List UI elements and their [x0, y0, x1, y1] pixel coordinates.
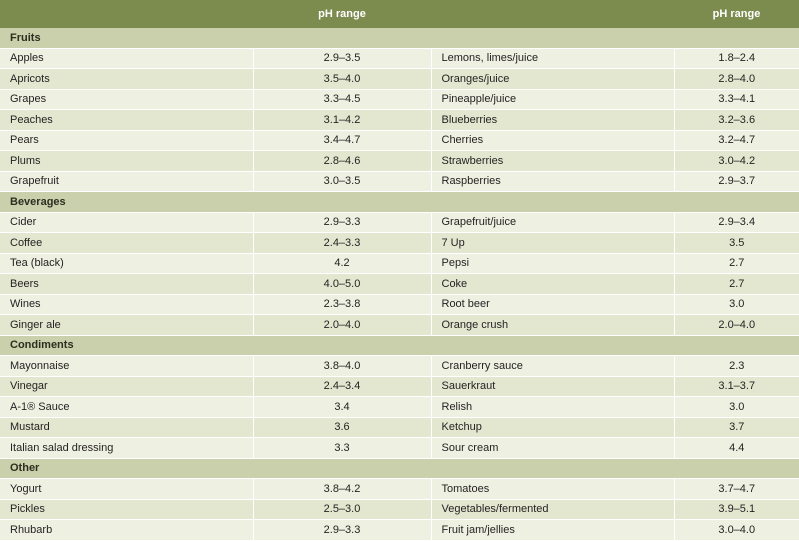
cell-right-name: Raspberries	[431, 171, 674, 192]
cell-right-name: Root beer	[431, 294, 674, 315]
table-row	[0, 89, 799, 110]
cell-left-ph: 2.8–4.6	[253, 151, 431, 172]
cell-right-ph: 2.7	[674, 253, 799, 274]
header-left-ph: pH range	[253, 0, 431, 28]
cell-left-name: Plums	[0, 151, 253, 172]
header-row	[0, 0, 799, 28]
table-row	[0, 499, 799, 520]
cell-right-ph: 3.5	[674, 233, 799, 254]
cell-right-ph: 3.0–4.0	[674, 520, 799, 541]
cell-left-ph: 3.4	[253, 397, 431, 418]
cell-left-ph: 2.9–3.5	[253, 48, 431, 69]
cell-left-name: Rhubarb	[0, 520, 253, 541]
section-row	[0, 192, 799, 213]
cell-left-name: Pears	[0, 130, 253, 151]
cell-left-name: Grapefruit	[0, 171, 253, 192]
cell-left-ph: 4.0–5.0	[253, 274, 431, 295]
cell-right-ph: 3.9–5.1	[674, 499, 799, 520]
cell-left-ph: 2.5–3.0	[253, 499, 431, 520]
cell-right-ph: 2.8–4.0	[674, 69, 799, 90]
cell-right-name: Blueberries	[431, 110, 674, 131]
header-left-name	[0, 0, 253, 28]
cell-right-name: Cranberry sauce	[431, 356, 674, 377]
cell-left-name: Vinegar	[0, 376, 253, 397]
cell-right-ph: 3.0	[674, 397, 799, 418]
cell-left-ph: 2.3–3.8	[253, 294, 431, 315]
cell-right-name: Lemons, limes/juice	[431, 48, 674, 69]
cell-left-ph: 3.8–4.2	[253, 479, 431, 500]
table-row	[0, 151, 799, 172]
cell-right-name: Sauerkraut	[431, 376, 674, 397]
cell-left-ph: 2.4–3.3	[253, 233, 431, 254]
cell-right-name: Vegetables/fermented	[431, 499, 674, 520]
cell-left-ph: 3.0–3.5	[253, 171, 431, 192]
table-row	[0, 376, 799, 397]
cell-left-ph: 3.3	[253, 438, 431, 459]
table-row	[0, 479, 799, 500]
table-row	[0, 417, 799, 438]
cell-left-ph: 3.6	[253, 417, 431, 438]
section-title: Beverages	[0, 192, 799, 213]
cell-right-name: Cherries	[431, 130, 674, 151]
cell-left-ph: 3.1–4.2	[253, 110, 431, 131]
cell-right-ph: 3.0–4.2	[674, 151, 799, 172]
cell-right-ph: 3.2–3.6	[674, 110, 799, 131]
cell-left-ph: 3.5–4.0	[253, 69, 431, 90]
cell-left-name: Peaches	[0, 110, 253, 131]
cell-right-ph: 2.9–3.4	[674, 212, 799, 233]
section-row	[0, 458, 799, 479]
cell-right-name: Fruit jam/jellies	[431, 520, 674, 541]
table-row	[0, 253, 799, 274]
cell-left-name: Cider	[0, 212, 253, 233]
section-title: Fruits	[0, 28, 799, 48]
cell-right-ph: 3.3–4.1	[674, 89, 799, 110]
table-row	[0, 212, 799, 233]
section-row	[0, 28, 799, 48]
cell-right-ph: 3.2–4.7	[674, 130, 799, 151]
cell-right-name: Oranges/juice	[431, 69, 674, 90]
cell-left-name: A-1® Sauce	[0, 397, 253, 418]
cell-left-name: Mustard	[0, 417, 253, 438]
cell-right-name: Coke	[431, 274, 674, 295]
cell-left-name: Beers	[0, 274, 253, 295]
cell-left-ph: 2.9–3.3	[253, 212, 431, 233]
section-title: Other	[0, 458, 799, 479]
table-row	[0, 294, 799, 315]
table-row	[0, 520, 799, 541]
cell-left-ph: 4.2	[253, 253, 431, 274]
cell-right-name: Grapefruit/juice	[431, 212, 674, 233]
table-row	[0, 315, 799, 336]
cell-left-name: Grapes	[0, 89, 253, 110]
cell-left-name: Ginger ale	[0, 315, 253, 336]
cell-left-name: Mayonnaise	[0, 356, 253, 377]
table-row	[0, 171, 799, 192]
cell-right-name: Orange crush	[431, 315, 674, 336]
cell-left-name: Tea (black)	[0, 253, 253, 274]
table-row	[0, 48, 799, 69]
cell-left-name: Yogurt	[0, 479, 253, 500]
cell-left-ph: 2.9–3.3	[253, 520, 431, 541]
cell-right-name: Ketchup	[431, 417, 674, 438]
table-row	[0, 110, 799, 131]
table-row	[0, 233, 799, 254]
table-row	[0, 130, 799, 151]
cell-right-ph: 3.0	[674, 294, 799, 315]
header-right-ph: pH range	[674, 0, 799, 28]
table-row	[0, 274, 799, 295]
table-row	[0, 356, 799, 377]
cell-left-ph: 2.0–4.0	[253, 315, 431, 336]
table-row	[0, 69, 799, 90]
header-right-name	[431, 0, 674, 28]
cell-left-ph: 3.8–4.0	[253, 356, 431, 377]
cell-left-name: Apples	[0, 48, 253, 69]
section-title: Condiments	[0, 335, 799, 356]
cell-right-ph: 2.7	[674, 274, 799, 295]
cell-right-ph: 3.7	[674, 417, 799, 438]
table-row	[0, 438, 799, 459]
cell-right-name: Strawberries	[431, 151, 674, 172]
table-row	[0, 397, 799, 418]
section-row	[0, 335, 799, 356]
cell-left-name: Coffee	[0, 233, 253, 254]
cell-right-name: Pineapple/juice	[431, 89, 674, 110]
cell-left-ph: 3.3–4.5	[253, 89, 431, 110]
cell-left-name: Pickles	[0, 499, 253, 520]
cell-left-name: Wines	[0, 294, 253, 315]
cell-right-name: Pepsi	[431, 253, 674, 274]
cell-right-name: 7 Up	[431, 233, 674, 254]
cell-right-name: Relish	[431, 397, 674, 418]
cell-left-ph: 3.4–4.7	[253, 130, 431, 151]
cell-right-ph: 4.4	[674, 438, 799, 459]
cell-left-ph: 2.4–3.4	[253, 376, 431, 397]
cell-right-name: Tomatoes	[431, 479, 674, 500]
cell-right-ph: 3.7–4.7	[674, 479, 799, 500]
table-header	[0, 0, 799, 28]
cell-right-name: Sour cream	[431, 438, 674, 459]
cell-left-name: Italian salad dressing	[0, 438, 253, 459]
cell-right-ph: 2.9–3.7	[674, 171, 799, 192]
cell-right-ph: 3.1–3.7	[674, 376, 799, 397]
table-body	[0, 28, 799, 540]
cell-right-ph: 2.0–4.0	[674, 315, 799, 336]
cell-right-ph: 1.8–2.4	[674, 48, 799, 69]
cell-left-name: Apricots	[0, 69, 253, 90]
cell-right-ph: 2.3	[674, 356, 799, 377]
